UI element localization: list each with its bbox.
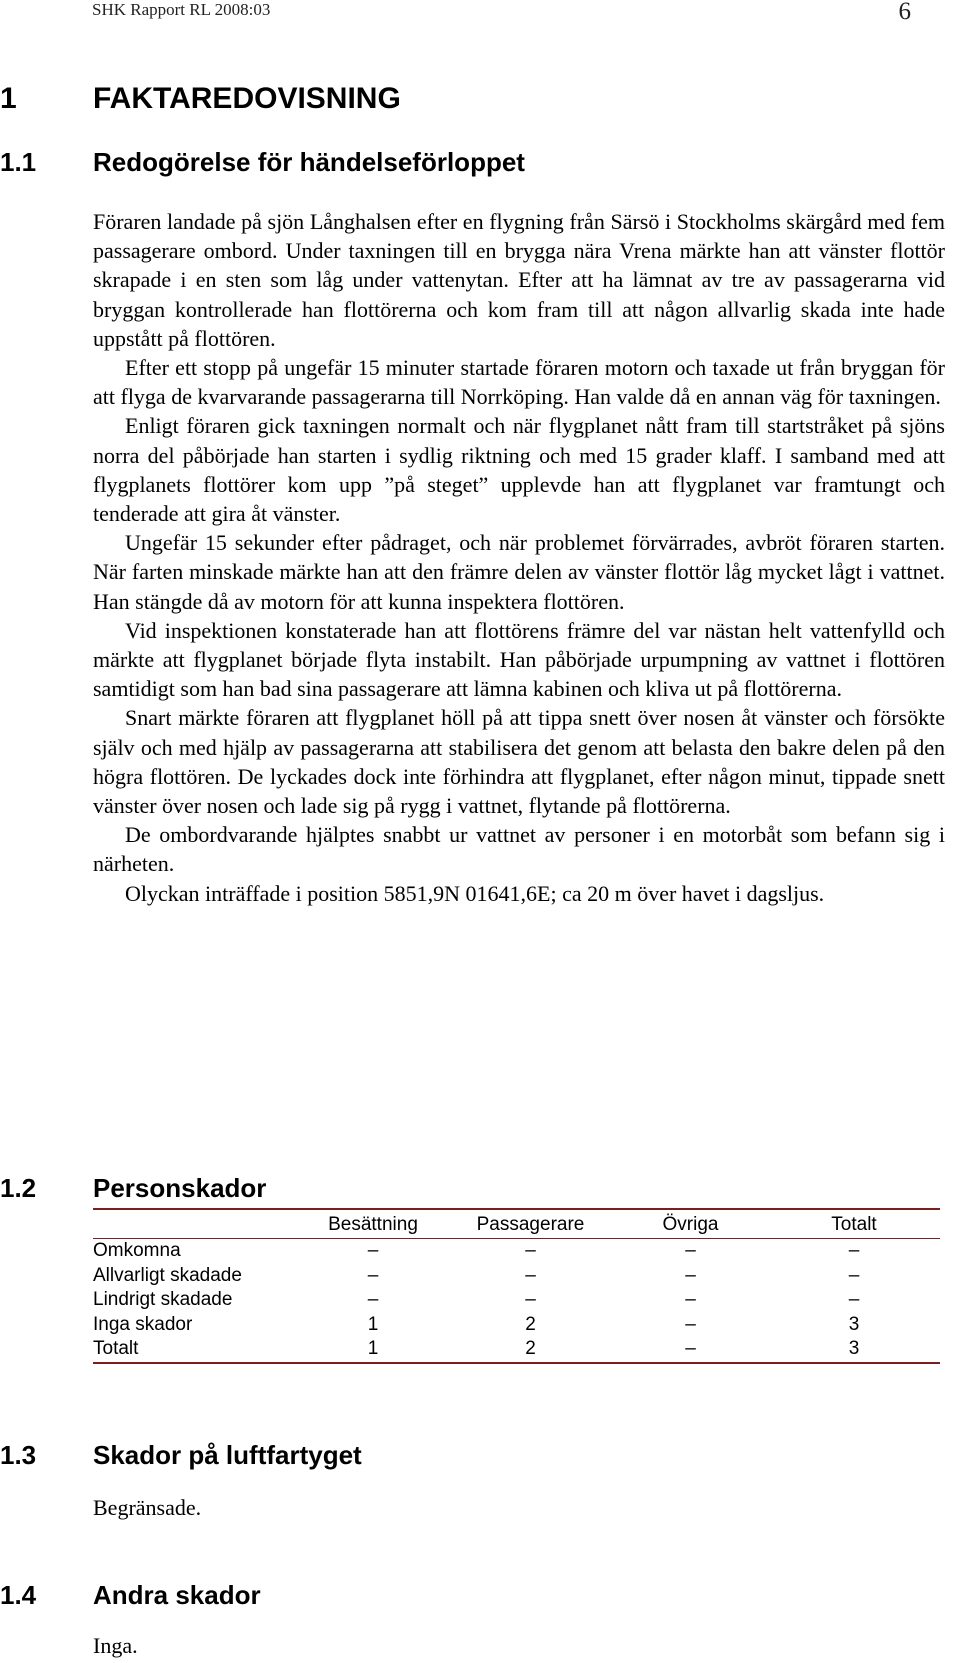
table-cell: 2 — [448, 1337, 613, 1363]
section-title: Andra skador — [93, 1580, 261, 1610]
table-cell: – — [685, 1240, 696, 1262]
column-header: Övriga — [613, 1209, 768, 1239]
row-label: Omkomna — [93, 1240, 181, 1262]
table-cell: – — [848, 1289, 860, 1311]
row-label: Allvarligt skadade — [93, 1264, 242, 1286]
table-cell: – — [367, 1240, 379, 1262]
section-title: Personskador — [93, 1173, 267, 1203]
paragraph: Olyckan inträffade i position 5851,9N 01641,6E; ca 20 m över havet i dagsljus. — [125, 880, 825, 906]
row-label: Totalt — [93, 1337, 298, 1363]
paragraph: Föraren landade på sjön Långhalsen efter en flygning från Särsö i Stockholms skärgård med fem passagerare ombord. Under taxningen till en brygga nära Vrena märkte han att vänster flottör skrapade i en sten som låg under vattenytan. Efter att ha lämnat av tre av passagerarna vid bryggan kontrollerade han flottörerna och kom fram till att någon allvarlig skada inte hade uppstått på flottören. — [93, 209, 945, 351]
section-title: Redogörelse för händelseförloppet — [93, 147, 525, 177]
row-label: Inga skador — [93, 1313, 193, 1335]
table-cell: – — [685, 1313, 696, 1335]
page-number: 6 — [898, 0, 911, 25]
section-1-3-heading — [0, 1440, 900, 1472]
section-title: FAKTAREDOVISNING — [93, 82, 401, 115]
paragraph: Ungefär 15 sekunder efter pådraget, och när problemet förvärrades, avbröt föraren starten. När farten minskade märkte han att den främre delen av vänster flottör låg mycket lågt i vattnet. Han stängde då av motorn för att kunna inspektera flottören. — [93, 530, 945, 614]
table-row — [93, 1313, 940, 1338]
column-header — [93, 1209, 298, 1239]
table-cell: – — [685, 1289, 696, 1311]
row-label: Lindrigt skadade — [93, 1289, 233, 1311]
paragraph: Efter ett stopp på ungefär 15 minuter startade föraren motorn och taxade ut från bryggan för att flyga de kvarvarande passagerarna till Norrköping. Han valde då en annan väg för taxningen. — [93, 355, 945, 410]
table-header-row — [93, 1209, 940, 1239]
table-cell: 1 — [298, 1337, 448, 1363]
table-row — [93, 1239, 940, 1264]
table-cell: – — [613, 1337, 768, 1363]
column-header: Besättning — [298, 1209, 448, 1239]
column-header: Totalt — [768, 1209, 940, 1239]
section-1-2-heading — [0, 1173, 900, 1205]
aircraft-damage-text: Begränsade. — [93, 1495, 202, 1520]
column-header: Passagerare — [448, 1209, 613, 1239]
section-number: 1 — [0, 82, 17, 115]
other-damage-text: Inga. — [93, 1633, 138, 1658]
section-number: 1.3 — [0, 1440, 37, 1470]
table-cell: – — [367, 1264, 379, 1286]
paragraph: Enligt föraren gick taxningen normalt och när flygplanet nått fram till startstråket på sjöns norra del påbörjade han starten i sydlig riktning och med 15 grader klaff. I samband med att flygplanets flottörer kom upp ”på steget” upplevde han att flygplanet var framtungt och tenderade att gira åt vänster. — [93, 413, 945, 527]
table-cell: 1 — [367, 1313, 379, 1335]
table-cell: – — [848, 1240, 860, 1262]
section-1-1-heading — [0, 147, 900, 179]
event-narrative — [93, 207, 945, 908]
paragraph: Vid inspektionen konstaterade han att flottörens främre del var nästan helt vattenfylld och märkte att flygplanet började flyta instabilt. Han påbörjade urpumpning av vattnet i flottören samtidigt som han bad sina passagerare att lämna kabinen och kliva ut på flottörerna. — [93, 617, 945, 702]
paragraph: Snart märkte föraren att flygplanet höll på att tippa snett över nosen åt vänster och försökte själv och med hjälp av passagerarna att stabilisera det genom att belasta den bakre delen på den högra flottören. De lyckades dock inte förhindra att flygplanet, efter någon minut, tippade snett vänster över nosen och lade sig på rygg i vattnet, flytande på flottörerna. — [93, 705, 945, 819]
table-cell: 2 — [525, 1313, 536, 1335]
section-title: Skador på luftfartyget — [93, 1440, 362, 1470]
table-row — [93, 1337, 940, 1363]
table-cell: – — [525, 1289, 536, 1311]
section-number: 1.4 — [0, 1580, 37, 1610]
table-cell: 3 — [848, 1313, 860, 1335]
table-cell: – — [367, 1289, 379, 1311]
table-row — [93, 1288, 940, 1313]
report-id: SHK Rapport RL 2008:03 — [92, 0, 271, 19]
section-number: 1.2 — [0, 1173, 37, 1203]
table-cell: – — [525, 1264, 536, 1286]
section-number: 1.1 — [0, 147, 37, 177]
injuries-table — [93, 1208, 940, 1364]
table-cell: – — [685, 1264, 696, 1286]
table-row — [93, 1264, 940, 1289]
paragraph: De ombordvarande hjälptes snabbt ur vattnet av personer i en motorbåt som befann sig i närheten. — [93, 822, 945, 877]
table-cell: – — [525, 1240, 536, 1262]
table-cell: 3 — [768, 1337, 940, 1363]
table-cell: – — [848, 1264, 860, 1286]
section-1-4-heading — [0, 1580, 900, 1612]
